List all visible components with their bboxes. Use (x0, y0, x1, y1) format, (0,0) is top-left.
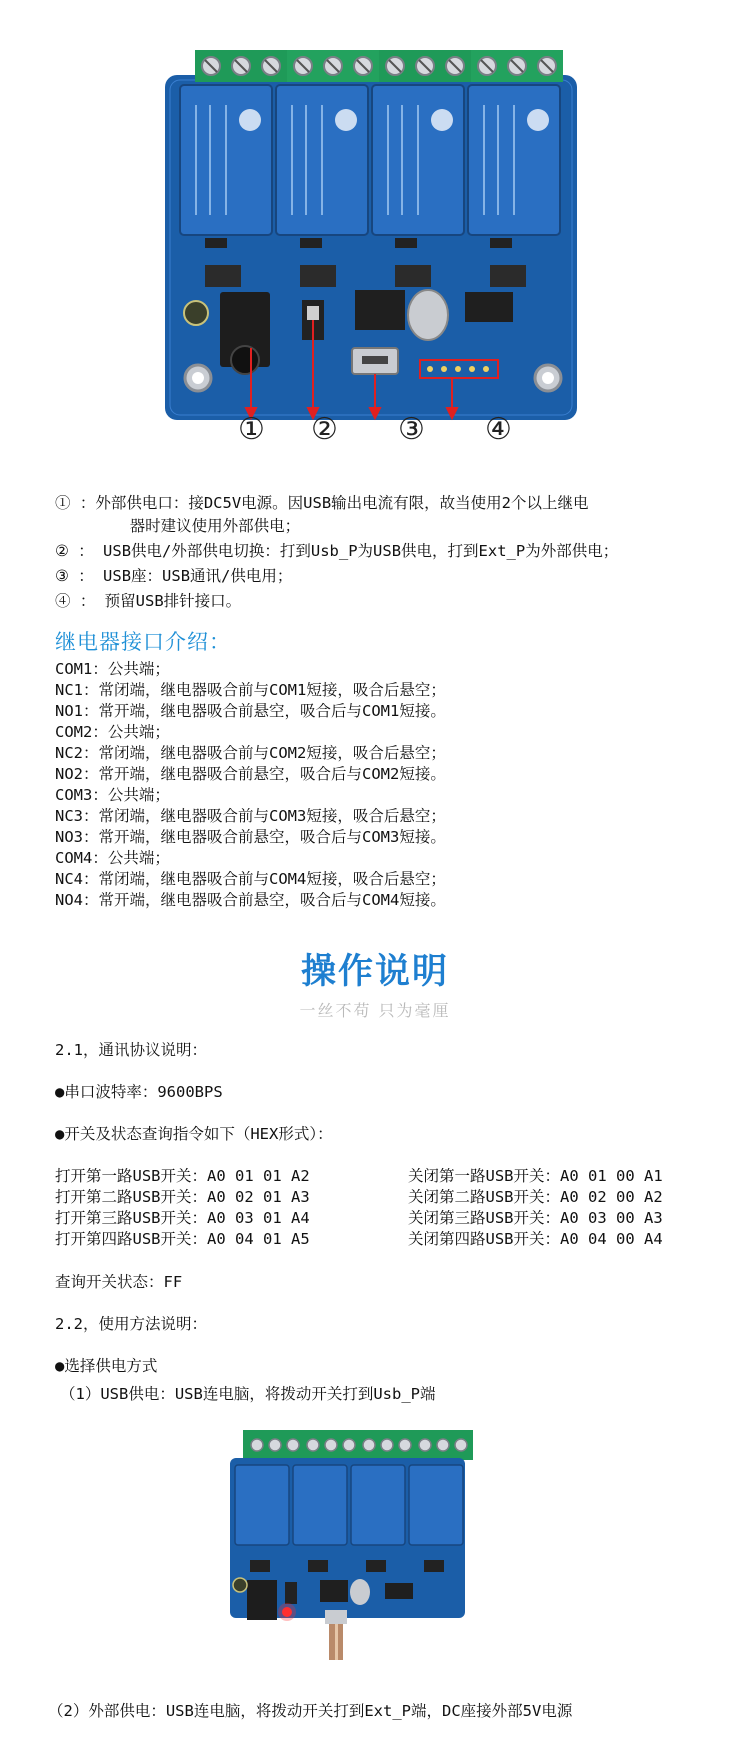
callout-1: ① (238, 412, 265, 447)
operation-subtitle: 一丝不苟 只为毫厘 (299, 1001, 451, 1020)
command-close-1: 关闭第一路USB开关：A0 01 00 A1 (408, 1167, 663, 1185)
command-close-4: 关闭第四路USB开关：A0 04 00 A4 (408, 1230, 663, 1248)
command-close-2: 关闭第二路USB开关：A0 02 00 A2 (408, 1188, 663, 1206)
relay-line: NC1：常闭端，继电器吸合前与COM1短接，吸合后悬空； (55, 681, 446, 699)
relay-line: NO4：常开端，继电器吸合前悬空，吸合后与COM4短接。 (55, 891, 446, 909)
relay-line: NO2：常开端，继电器吸合前悬空，吸合后与COM2短接。 (55, 765, 446, 783)
terminal-blocks (195, 50, 563, 82)
note-2: ② ： USB供电/外部供电切换：打到Usb_P为USB供电，打到Ext_P为外部供电； (55, 542, 619, 560)
command-open-2: 打开第二路USB开关：A0 02 01 A3 (55, 1188, 310, 1206)
usb-chip (355, 290, 405, 330)
top-cropped-heading (0, 0, 750, 12)
callout-4: ④ (485, 412, 512, 447)
relay-board-usb-photo (225, 1420, 475, 1660)
usage-heading: 2.2，使用方法说明： (55, 1315, 207, 1333)
relay-line: COM4：公共端； (55, 849, 170, 867)
baud-rate: ●串口波特率：9600BPS (55, 1083, 223, 1101)
callout-3: ③ (398, 412, 425, 447)
driver-ic (465, 292, 513, 322)
command-open-1: 打开第一路USB开关：A0 01 01 A2 (55, 1167, 310, 1185)
command-heading: ●开关及状态查询指令如下（HEX形式）： (55, 1125, 333, 1143)
note-1: ① ：外部供电口：接DC5V电源。因USB输出电流有限，故当使用2个以上继电 (55, 494, 589, 512)
relay-line: NC3：常闭端，继电器吸合前与COM3短接，吸合后悬空； (55, 807, 446, 825)
relay-line: COM3：公共端； (55, 786, 170, 804)
power-heading: ●选择供电方式 (55, 1357, 158, 1375)
usb-power-text: （1）USB供电：USB连电脑，将拨动开关打到Usb_P端 (60, 1385, 436, 1403)
note-3: ③ ： USB座：USB通讯/供电用； (55, 567, 293, 585)
note-1-cont: 器时建议使用外部供电； (55, 517, 301, 535)
relay-line: NC4：常闭端，继电器吸合前与COM4短接，吸合后悬空； (55, 870, 446, 888)
protocol-heading: 2.1，通讯协议说明： (55, 1041, 207, 1059)
relay-line: NC2：常闭端，继电器吸合前与COM2短接，吸合后悬空； (55, 744, 446, 762)
relay-line: COM1：公共端； (55, 660, 170, 678)
ext-power-text: （2）外部供电：USB连电脑，将拨动开关打到Ext_P端，DC座接外部5V电源 (48, 1702, 573, 1720)
crystal-icon (408, 290, 448, 340)
note-4: ④ ： 预留USB排针接口。 (55, 592, 242, 610)
relay-line: NO1：常开端，继电器吸合前悬空，吸合后与COM1短接。 (55, 702, 446, 720)
command-close-3: 关闭第三路USB开关：A0 03 00 A3 (408, 1209, 663, 1227)
relay-board-diagram (0, 30, 750, 470)
command-open-3: 打开第三路USB开关：A0 03 01 A4 (55, 1209, 310, 1227)
capacitor-icon (184, 301, 208, 325)
operation-title: 操作说明 (300, 952, 449, 992)
command-open-4: 打开第四路USB开关：A0 04 01 A5 (55, 1230, 310, 1248)
callout-2: ② (311, 412, 338, 447)
relay-line: NO3：常开端，继电器吸合前悬空，吸合后与COM3短接。 (55, 828, 446, 846)
relay-section-title: 继电器接口介绍： (55, 630, 231, 654)
relay-line: COM2：公共端； (55, 723, 170, 741)
query-command: 查询开关状态：FF (55, 1273, 183, 1291)
